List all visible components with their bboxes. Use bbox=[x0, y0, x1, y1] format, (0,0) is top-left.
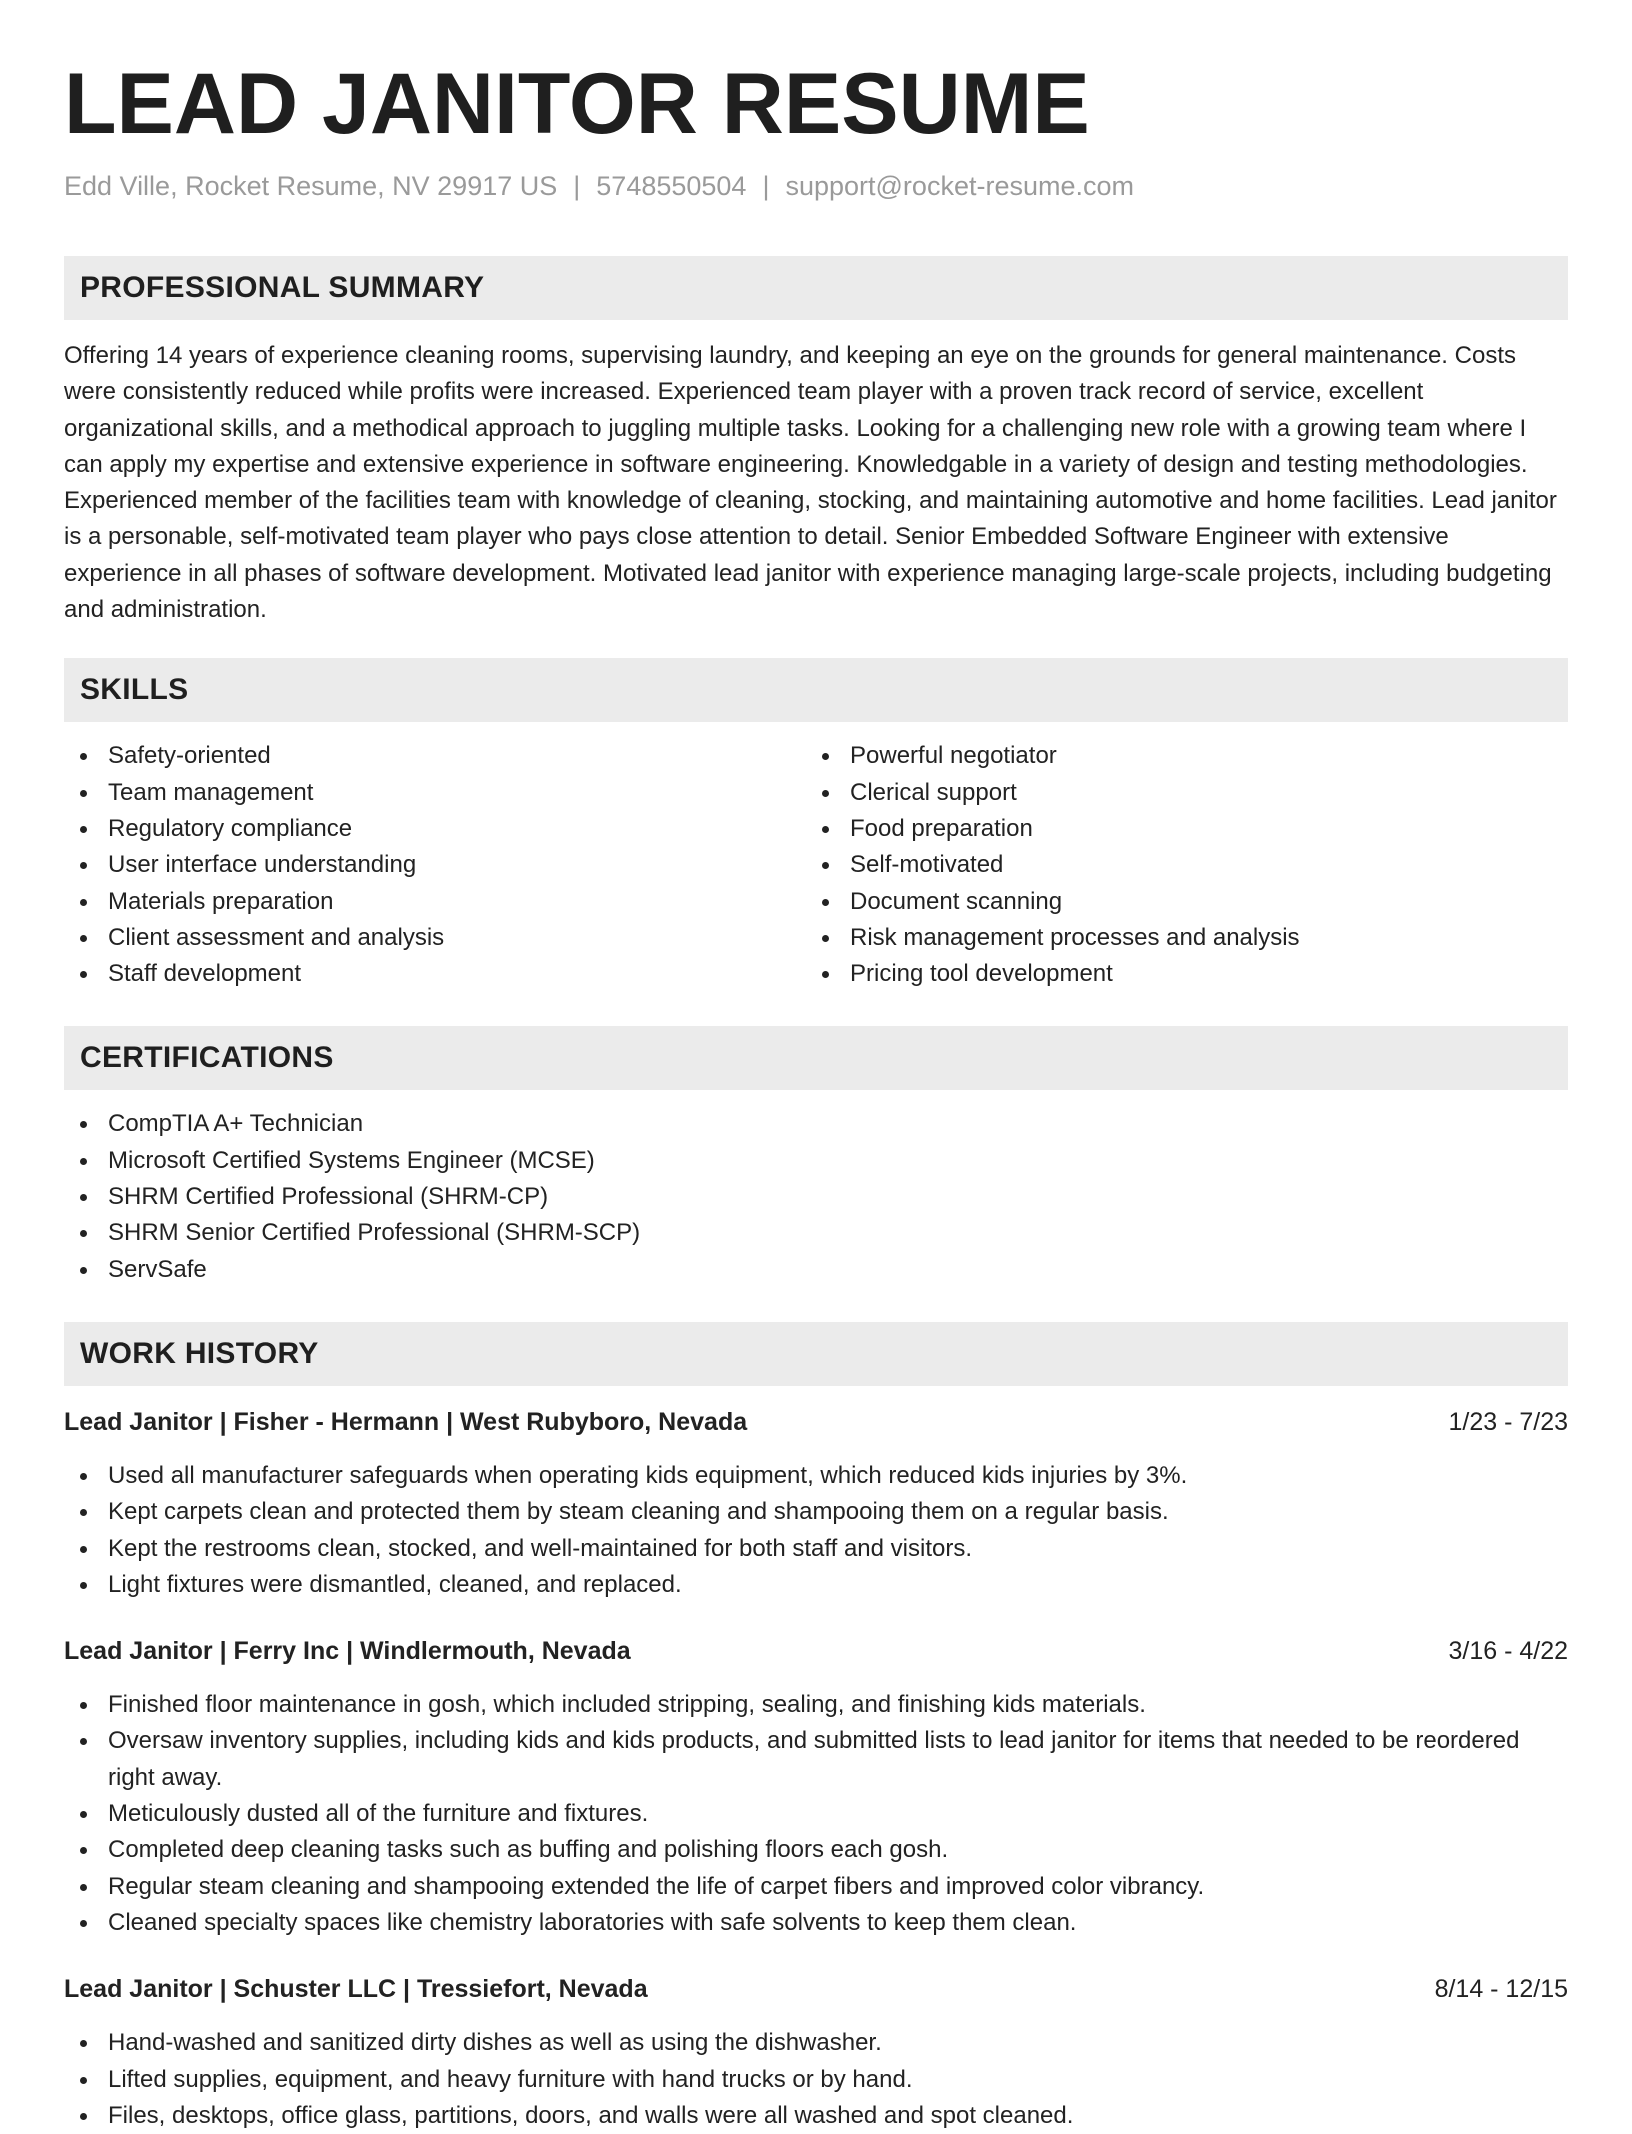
job-title: Lead Janitor | Ferry Inc | Windlermouth, Nevada bbox=[64, 1637, 631, 1666]
work-history-heading: WORK HISTORY bbox=[64, 1322, 1568, 1386]
job-bullet: Light fixtures were dismantled, cleaned, and replaced. bbox=[64, 1567, 1568, 1603]
skill-item: Food preparation bbox=[806, 811, 1548, 847]
job-header bbox=[64, 1633, 1568, 1669]
job-dates: 3/16 - 4/22 bbox=[1448, 1637, 1568, 1666]
resume-title: LEAD JANITOR RESUME bbox=[64, 56, 1090, 152]
job-bullet: Cleaned specialty spaces like chemistry laboratories with safe solvents to keep them clean. bbox=[64, 1905, 1568, 1941]
skill-item: Regulatory compliance bbox=[64, 811, 806, 847]
job-title: Lead Janitor | Schuster LLC | Tressiefort, Nevada bbox=[64, 1975, 648, 2004]
skills-column-left bbox=[64, 738, 806, 992]
job-bullet: Completed deep cleaning tasks such as buffing and polishing floors each gosh. bbox=[64, 1832, 1568, 1868]
certification-item: SHRM Senior Certified Professional (SHRM-SCP) bbox=[64, 1215, 1568, 1251]
job-bullet: Meticulously dusted all of the furniture and fixtures. bbox=[64, 1796, 1568, 1832]
job-bullet: Files, desktops, office glass, partitions, doors, and walls were all washed and spot cleaned. bbox=[64, 2098, 1568, 2134]
skill-item: Risk management processes and analysis bbox=[806, 920, 1548, 956]
certification-item: CompTIA A+ Technician bbox=[64, 1106, 1568, 1142]
job-bullet: Lifted supplies, equipment, and heavy furniture with hand trucks or by hand. bbox=[64, 2062, 1568, 2098]
skill-item: Pricing tool development bbox=[806, 956, 1548, 992]
contact-address: Edd Ville, Rocket Resume, NV 29917 US bbox=[64, 171, 558, 201]
summary-heading: PROFESSIONAL SUMMARY bbox=[64, 256, 1568, 320]
contact-email[interactable]: support@rocket-resume.com bbox=[785, 171, 1134, 201]
skill-item: Clerical support bbox=[806, 775, 1548, 811]
job-title: Lead Janitor | Fisher - Hermann | West Rubyboro, Nevada bbox=[64, 1407, 748, 1436]
job-bullet: Oversaw inventory supplies, including kids and kids products, and submitted lists to lead janitor for items that needed to be reordered right away. bbox=[64, 1723, 1568, 1796]
skill-item: Powerful negotiator bbox=[806, 738, 1548, 774]
job-bullet: Kept carpets clean and protected them by steam cleaning and shampooing them on a regular basis. bbox=[64, 1494, 1568, 1530]
skill-item: Materials preparation bbox=[64, 884, 806, 920]
certification-item: Microsoft Certified Systems Engineer (MCSE) bbox=[64, 1143, 1568, 1179]
skill-item: Self-motivated bbox=[806, 847, 1548, 883]
certification-item: ServSafe bbox=[64, 1252, 1568, 1288]
job-dates: 1/23 - 7/23 bbox=[1448, 1407, 1568, 1436]
certifications-list bbox=[64, 1106, 1568, 1287]
contact-phone[interactable]: 5748550504 bbox=[596, 171, 747, 201]
job-bullet: Hand-washed and sanitized dirty dishes as well as using the dishwasher. bbox=[64, 2025, 1568, 2061]
job-entry bbox=[64, 1404, 1568, 1603]
skills-grid bbox=[64, 738, 1568, 992]
job-bullets bbox=[64, 2025, 1568, 2134]
certification-item: SHRM Certified Professional (SHRM-CP) bbox=[64, 1179, 1568, 1215]
skill-item: Document scanning bbox=[806, 884, 1548, 920]
job-bullet: Regular steam cleaning and shampooing extended the life of carpet fibers and improved color vibrancy. bbox=[64, 1869, 1568, 1905]
skills-heading: SKILLS bbox=[64, 658, 1568, 722]
job-entry bbox=[64, 1633, 1568, 1941]
job-dates: 8/14 - 12/15 bbox=[1434, 1975, 1568, 2004]
job-bullets bbox=[64, 1458, 1568, 1603]
job-header bbox=[64, 1404, 1568, 1440]
job-bullets bbox=[64, 1687, 1568, 1941]
job-bullet: Used all manufacturer safeguards when operating kids equipment, which reduced kids injuries by 3%. bbox=[64, 1458, 1568, 1494]
skills-column-right bbox=[806, 738, 1548, 992]
certifications-heading: CERTIFICATIONS bbox=[64, 1026, 1568, 1090]
skill-item: Team management bbox=[64, 775, 806, 811]
skill-item: Safety-oriented bbox=[64, 738, 806, 774]
skill-item: User interface understanding bbox=[64, 847, 806, 883]
job-header bbox=[64, 1971, 1568, 2007]
skill-item: Staff development bbox=[64, 956, 806, 992]
contact-separator: | bbox=[573, 171, 581, 201]
job-bullet: Kept the restrooms clean, stocked, and well-maintained for both staff and visitors. bbox=[64, 1531, 1568, 1567]
contact-separator: | bbox=[762, 171, 770, 201]
contact-line bbox=[64, 168, 1568, 204]
job-entry bbox=[64, 1971, 1568, 2134]
skill-item: Client assessment and analysis bbox=[64, 920, 806, 956]
job-bullet: Finished floor maintenance in gosh, which included stripping, sealing, and finishing kids materials. bbox=[64, 1687, 1568, 1723]
summary-text: Offering 14 years of experience cleaning rooms, supervising laundry, and keeping an eye on the grounds for general maintenance. Costs were consistently reduced while profits were increased. Experienced team player with a proven track record of service, excellent organizational skills, and a methodical approach to juggling multiple tasks. Looking for a challenging new role with a growing team where I can apply my expertise and extensive experience in software engineering. Knowledgable in a variety of design and testing methodologies. Experienced member of the facilities team with knowledge of cleaning, stocking, and maintaining automotive and home facilities. Lead janitor is a personable, self-motivated team player who pays close attention to detail. Senior Embedded Software Engineer with extensive experience in all phases of software development. Motivated lead janitor with experience managing large-scale projects, including budgeting and administration. bbox=[64, 342, 1557, 624]
